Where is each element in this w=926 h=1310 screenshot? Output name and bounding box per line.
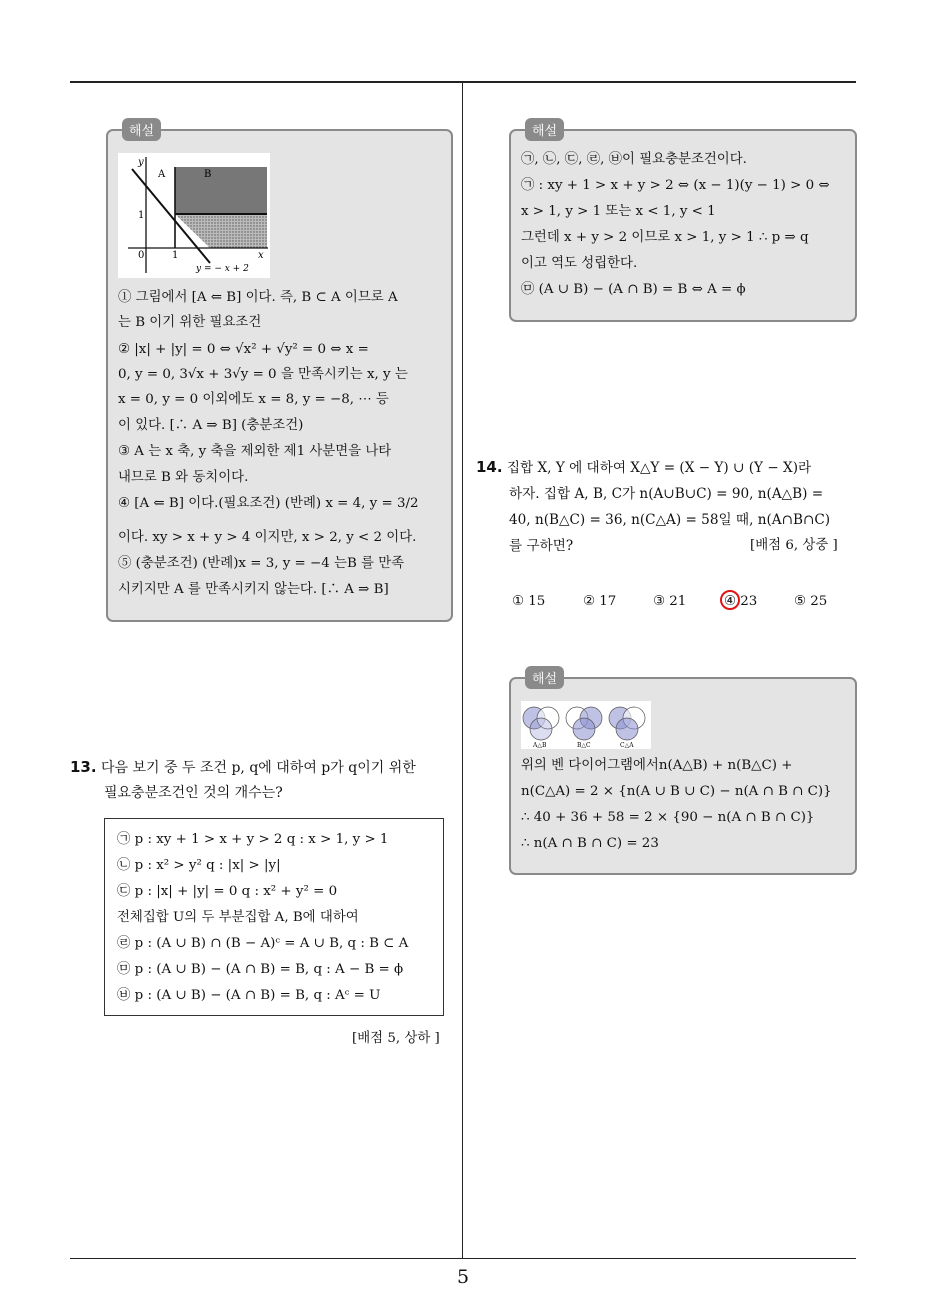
venn-diagrams bbox=[521, 701, 651, 749]
left-line-10: 이다. xy > x + y > 4 이지만, x > 2, y < 2 이다. bbox=[118, 530, 417, 545]
left-line-5: x = 0, y = 0 이외에도 x = 8, y = −8, ⋯ 등 bbox=[118, 392, 389, 407]
left-line-2: 는 B 이기 위한 필요조건 bbox=[118, 315, 262, 330]
right1-line-5: 이고 역도 성립한다. bbox=[521, 256, 638, 271]
column-divider bbox=[462, 83, 463, 1259]
q13-option-1: ㉠ p : xy + 1 > x + y > 2 q : x > 1, y > 1 bbox=[117, 832, 389, 847]
q13-option-2: ㉡ p : x² > y² q : |x| > |y| bbox=[117, 858, 281, 873]
graph-label-a: A bbox=[158, 169, 166, 180]
right1-line-6: ㉤ (A ∪ B) − (A ∩ B) = B ⇔ A = ϕ bbox=[521, 282, 746, 297]
left-line-7: ③ A 는 x 축, y 축을 제외한 제1 사분면을 나타 bbox=[118, 444, 392, 459]
right1-line-4: 그런데 x + y > 2 이므로 x > 1, y > 1 ∴ p ⇒ q bbox=[521, 230, 809, 245]
graph-y-axis-label: y bbox=[138, 157, 144, 168]
left-line-9: ④ [A ⇐ B] 이다.(필요조건) (반례) x = 4, y = 3/2 bbox=[118, 496, 419, 511]
right2-line-4: ∴ n(A ∩ B ∩ C) = 23 bbox=[521, 836, 659, 851]
q13-option-7: ㉥ p : (A ∪ B) − (A ∩ B) = B, q : Aᶜ = U bbox=[117, 988, 381, 1003]
q14-choice-2[interactable]: ② 17 bbox=[583, 594, 617, 609]
graph-origin: 0 bbox=[138, 250, 145, 261]
graph-line-label: y = − x + 2 bbox=[196, 264, 249, 274]
q14-choice-1[interactable]: ① 15 bbox=[512, 594, 546, 609]
left-line-11: ⑤ (충분조건) (반례)x = 3, y = −4 는B 를 만족 bbox=[118, 556, 405, 571]
left-line-3: ② |x| + |y| = 0 ⇔ √x² + √y² = 0 ⇔ x = bbox=[118, 342, 369, 357]
left-line-12: 시키지만 A 를 만족시키지 않는다. [∴ A ⇒ B] bbox=[118, 582, 389, 597]
q13-option-3: ㉢ p : |x| + |y| = 0 q : x² + y² = 0 bbox=[117, 884, 338, 899]
graph-tick-x1: 1 bbox=[172, 250, 179, 261]
q14-choice-4[interactable]: ④ 23 bbox=[724, 594, 758, 609]
right1-line-1: ㉠, ㉡, ㉢, ㉣, ㉥이 필요충분조건이다. bbox=[521, 152, 747, 167]
right2-line-2: n(C△A) = 2 × {n(A ∪ B ∪ C) − n(A ∩ B ∩ C)} bbox=[521, 784, 832, 799]
solution-box-right-1 bbox=[509, 124, 857, 322]
q13-option-4: 전체집합 U의 두 부분집합 A, B에 대하여 bbox=[117, 910, 359, 925]
solution-box-right-2 bbox=[509, 672, 857, 875]
right1-line-3: x > 1, y > 1 또는 x < 1, y < 1 bbox=[521, 204, 716, 219]
right2-line-3: ∴ 40 + 36 + 58 = 2 × {90 − n(A ∩ B ∩ C)} bbox=[521, 810, 815, 825]
q13-option-5: ㉣ p : (A ∪ B) ∩ (B − A)ᶜ = A ∪ B, q : B ⊂ A bbox=[117, 936, 409, 951]
q14-choice-3[interactable]: ③ 21 bbox=[653, 594, 687, 609]
solution-tag: 해설 bbox=[122, 118, 161, 141]
top-rule bbox=[70, 81, 856, 83]
q13-text-line-2: 필요충분조건인 것의 개수는? bbox=[104, 785, 283, 801]
page-number: 5 bbox=[456, 1266, 470, 1288]
q13-option-6: ㉤ p : (A ∪ B) − (A ∩ B) = B, q : A − B = ϕ bbox=[117, 962, 404, 977]
region-graph bbox=[118, 153, 270, 278]
left-line-6: 이 있다. [∴ A ⇒ B] (충분조건) bbox=[118, 418, 304, 433]
solution-box-left bbox=[106, 124, 453, 622]
right1-line-2: ㉠ : xy + 1 > x + y > 2 ⇔ (x − 1)(y − 1) > 0 ⇔ bbox=[521, 178, 830, 193]
q14-score: [배점 6, 상중 ] bbox=[750, 538, 838, 553]
left-line-4: 0, y = 0, 3√x + 3√y = 0 을 만족시키는 x, y 는 bbox=[118, 367, 408, 382]
graph-x-axis-label: x bbox=[258, 250, 264, 261]
left-line-8: 내므로 B 와 동치이다. bbox=[118, 470, 249, 485]
q14-text-line-3: 40, n(B△C) = 36, n(C△A) = 58일 때, n(A∩B∩C) bbox=[509, 512, 831, 528]
left-line-1: ① 그림에서 [A ⇐ B] 이다. 즉, B ⊂ A 이므로 A bbox=[118, 290, 398, 305]
q14-choice-5[interactable]: ⑤ 25 bbox=[794, 594, 828, 609]
q14-text-line-4: 를 구하면? bbox=[509, 538, 574, 554]
q14-text-1: 집합 X, Y 에 대하여 X△Y = (X − Y) ∪ (Y − X)라 bbox=[506, 460, 812, 476]
q13-text-line-1 bbox=[70, 758, 416, 777]
q14-text-line-2: 하자. 집합 A, B, C가 n(A∪B∪C) = 90, n(A△B) = bbox=[509, 486, 824, 502]
graph-label-b: B bbox=[204, 169, 212, 180]
graph-tick-y1: 1 bbox=[138, 210, 145, 221]
venn-label-1: A△B bbox=[533, 742, 547, 749]
solution-tag: 해설 bbox=[525, 118, 564, 141]
selected-answer-mark bbox=[720, 590, 740, 610]
venn-label-2: B△C bbox=[577, 742, 591, 749]
solution-tag: 해설 bbox=[525, 666, 564, 689]
venn-label-3: C△A bbox=[620, 742, 634, 749]
q13-number: 13. bbox=[70, 758, 97, 776]
right2-line-1: 위의 벤 다이어그램에서n(A△B) + n(B△C) + bbox=[521, 758, 793, 773]
q14-number: 14. bbox=[476, 458, 503, 476]
bottom-rule bbox=[70, 1258, 856, 1259]
q13-score: [배점 5, 상하 ] bbox=[352, 1031, 440, 1046]
q13-text-1: 다음 보기 중 두 조건 p, q에 대하여 p가 q이기 위한 bbox=[101, 760, 416, 776]
q14-text-line-1 bbox=[476, 458, 811, 477]
q13-options-box bbox=[104, 818, 444, 1016]
